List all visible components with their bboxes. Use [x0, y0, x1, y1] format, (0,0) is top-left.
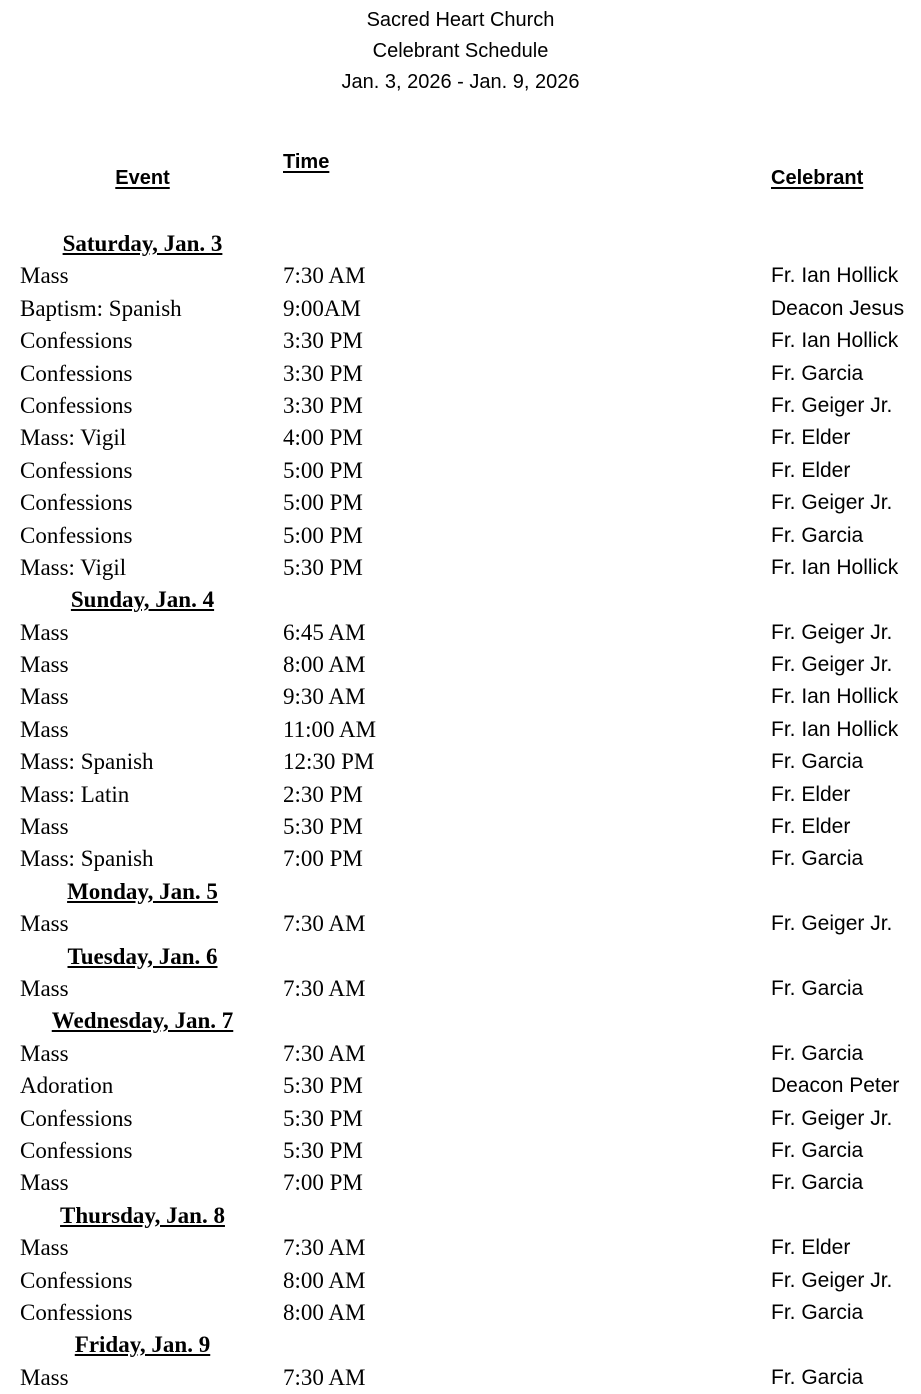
schedule-row [0, 1362, 921, 1394]
cell-celebrant: Fr. Geiger Jr. [771, 393, 893, 417]
cell-time: 5:00 PM [283, 522, 363, 548]
cell-celebrant: Fr. Elder [771, 782, 851, 806]
cell-celebrant: Fr. Elder [771, 426, 851, 450]
cell-time: 5:30 PM [283, 1105, 363, 1131]
schedule-row [0, 325, 921, 357]
schedule-row [0, 455, 921, 487]
cell-event: Confessions [20, 360, 133, 386]
cell-celebrant: Fr. Garcia [771, 1171, 864, 1195]
cell-time: 7:30 AM [283, 263, 366, 289]
cell-celebrant: Fr. Elder [771, 815, 851, 839]
cell-event: Mass: Latin [20, 781, 130, 807]
schedule-row [0, 746, 921, 778]
day-header-label: Thursday, Jan. 8 [60, 1202, 225, 1228]
cell-celebrant: Fr. Geiger Jr. [771, 491, 893, 515]
cell-event: Confessions [20, 328, 133, 354]
cell-time: 12:30 PM [283, 749, 375, 775]
cell-event: Mass: Vigil [20, 554, 127, 580]
schedule-row [0, 390, 921, 422]
cell-celebrant: Fr. Garcia [771, 1138, 864, 1162]
schedule-row [0, 811, 921, 843]
cell-event: Mass [20, 684, 69, 710]
cell-event: Mass: Spanish [20, 846, 154, 872]
schedule-table [0, 228, 921, 1394]
cell-time: 8:00 AM [283, 1267, 366, 1293]
cell-event: Baptism: Spanish [20, 295, 182, 321]
cell-event: Mass [20, 814, 69, 840]
cell-event: Confessions [20, 522, 133, 548]
schedule-row [0, 1070, 921, 1102]
schedule-row [0, 1103, 921, 1135]
cell-celebrant: Fr. Ian Hollick [771, 555, 899, 579]
cell-event: Mass [20, 619, 69, 645]
cell-event: Confessions [20, 1137, 133, 1163]
cell-celebrant: Fr. Geiger Jr. [771, 653, 893, 677]
schedule-row [0, 520, 921, 552]
cell-time: 5:00 PM [283, 490, 363, 516]
cell-celebrant: Deacon Jesus [771, 296, 905, 320]
day-header-row [0, 584, 921, 616]
day-header-label: Monday, Jan. 5 [67, 878, 218, 904]
cell-time: 5:30 PM [283, 814, 363, 840]
schedule-row [0, 908, 921, 940]
cell-event: Confessions [20, 490, 133, 516]
cell-celebrant: Fr. Garcia [771, 1365, 864, 1389]
cell-time: 7:30 AM [283, 975, 366, 1001]
cell-time: 7:30 AM [283, 911, 366, 937]
schedule-row [0, 1297, 921, 1329]
cell-event: Mass [20, 1364, 69, 1390]
cell-celebrant: Fr. Ian Hollick [771, 329, 899, 353]
schedule-row [0, 779, 921, 811]
cell-time: 7:30 AM [283, 1040, 366, 1066]
cell-event: Confessions [20, 392, 133, 418]
schedule-row [0, 422, 921, 454]
cell-event: Confessions [20, 1105, 133, 1131]
cell-event: Mass [20, 1235, 69, 1261]
cell-time: 8:00 AM [283, 652, 366, 678]
cell-celebrant: Fr. Garcia [771, 1300, 864, 1324]
schedule-row [0, 552, 921, 584]
cell-celebrant: Fr. Geiger Jr. [771, 912, 893, 936]
day-header-label: Friday, Jan. 9 [74, 1332, 211, 1358]
cell-celebrant: Fr. Geiger Jr. [771, 620, 893, 644]
cell-event: Mass: Spanish [20, 749, 154, 775]
cell-time: 8:00 AM [283, 1299, 366, 1325]
day-header-label: Sunday, Jan. 4 [70, 587, 215, 613]
cell-time: 9:30 AM [283, 684, 366, 710]
cell-event: Mass [20, 652, 69, 678]
schedule-row [0, 681, 921, 713]
cell-time: 3:30 PM [283, 328, 363, 354]
schedule-row [0, 714, 921, 746]
schedule-row [0, 1167, 921, 1199]
cell-event: Confessions [20, 1267, 133, 1293]
cell-time: 5:30 PM [283, 1073, 363, 1099]
date-range: Jan. 3, 2026 - Jan. 9, 2026 [341, 71, 580, 93]
cell-celebrant: Fr. Elder [771, 458, 851, 482]
cell-celebrant: Fr. Ian Hollick [771, 685, 899, 709]
document-type: Celebrant Schedule [372, 40, 549, 62]
schedule-row [0, 260, 921, 292]
cell-time: 9:00AM [283, 295, 361, 321]
day-header-row [0, 941, 921, 973]
column-header-celebrant: Celebrant [771, 167, 864, 189]
cell-celebrant: Fr. Ian Hollick [771, 264, 899, 288]
cell-time: 2:30 PM [283, 781, 363, 807]
cell-time: 7:30 AM [283, 1364, 366, 1390]
cell-time: 3:30 PM [283, 392, 363, 418]
cell-celebrant: Fr. Garcia [771, 847, 864, 871]
cell-event: Mass [20, 975, 69, 1001]
schedule-row [0, 1038, 921, 1070]
day-header-label: Wednesday, Jan. 7 [51, 1008, 234, 1034]
cell-event: Mass [20, 1170, 69, 1196]
cell-time: 5:30 PM [283, 554, 363, 580]
cell-event: Mass [20, 1040, 69, 1066]
column-header-time: Time [283, 151, 330, 173]
church-name: Sacred Heart Church [366, 9, 555, 31]
schedule-row [0, 358, 921, 390]
cell-celebrant: Deacon Peter [771, 1074, 900, 1098]
cell-celebrant: Fr. Garcia [771, 1041, 864, 1065]
day-header-row [0, 1329, 921, 1361]
schedule-row [0, 1232, 921, 1264]
cell-time: 7:30 AM [283, 1235, 366, 1261]
cell-time: 5:30 PM [283, 1137, 363, 1163]
cell-event: Adoration [20, 1073, 114, 1099]
day-header-row [0, 1200, 921, 1232]
schedule-row [0, 843, 921, 875]
schedule-row [0, 973, 921, 1005]
day-header-row [0, 1005, 921, 1037]
cell-event: Mass: Vigil [20, 425, 127, 451]
cell-event: Mass [20, 263, 69, 289]
day-header-label: Tuesday, Jan. 6 [67, 943, 218, 969]
cell-event: Mass [20, 716, 69, 742]
cell-celebrant: Fr. Geiger Jr. [771, 1106, 893, 1130]
cell-celebrant: Fr. Garcia [771, 361, 864, 385]
cell-time: 6:45 AM [283, 619, 366, 645]
cell-celebrant: Fr. Geiger Jr. [771, 1268, 893, 1292]
day-header-row [0, 876, 921, 908]
cell-celebrant: Fr. Garcia [771, 976, 864, 1000]
column-header-event: Event [115, 167, 170, 189]
cell-event: Confessions [20, 457, 133, 483]
cell-celebrant: Fr. Ian Hollick [771, 717, 899, 741]
cell-event: Mass [20, 911, 69, 937]
cell-time: 4:00 PM [283, 425, 363, 451]
cell-time: 7:00 PM [283, 1170, 363, 1196]
schedule-row [0, 1135, 921, 1167]
cell-time: 11:00 AM [283, 716, 377, 742]
day-header-label: Saturday, Jan. 3 [62, 231, 223, 256]
schedule-row [0, 617, 921, 649]
cell-time: 7:00 PM [283, 846, 363, 872]
cell-time: 3:30 PM [283, 360, 363, 386]
schedule-row [0, 293, 921, 325]
cell-event: Confessions [20, 1299, 133, 1325]
schedule-row [0, 1265, 921, 1297]
cell-celebrant: Fr. Garcia [771, 750, 864, 774]
schedule-row [0, 487, 921, 519]
schedule-row [0, 649, 921, 681]
column-headers [0, 0, 921, 200]
cell-celebrant: Fr. Garcia [771, 523, 864, 547]
day-header-row [0, 228, 921, 260]
cell-time: 5:00 PM [283, 457, 363, 483]
cell-celebrant: Fr. Elder [771, 1236, 851, 1260]
